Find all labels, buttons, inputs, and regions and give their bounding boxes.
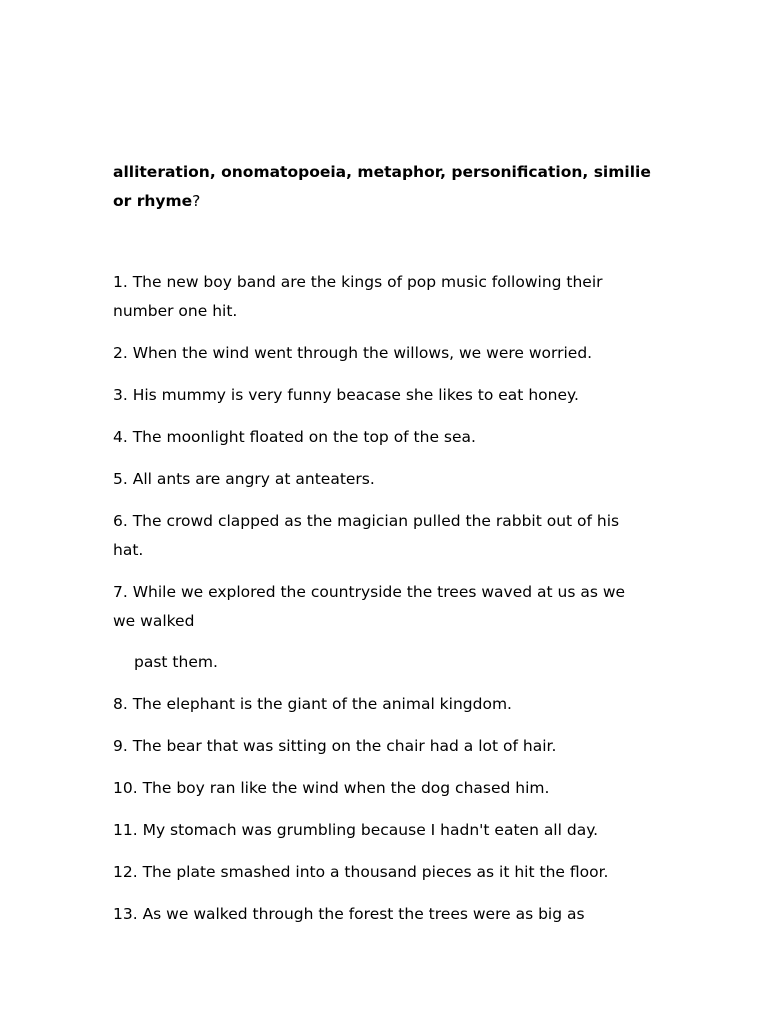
list-item-2-line-1: 2. When the wind went through the willows, we were worried. <box>113 344 593 362</box>
list-item-3 <box>113 381 673 410</box>
list-item-1-line-1: 1. The new boy band are the kings of pop music following their <box>113 273 603 291</box>
list-item-7-line-3: past them. <box>134 653 218 671</box>
list-item-2 <box>113 339 673 368</box>
list-item-6-line-1: 6. The crowd clapped as the magician pulled the rabbit out of his <box>113 512 620 530</box>
list-item-6 <box>113 507 673 565</box>
list-item-12 <box>113 858 673 887</box>
list-item-1-line-2: number one hit. <box>113 302 238 320</box>
list-item-5 <box>113 465 673 494</box>
list-item-10 <box>113 774 673 803</box>
heading-line-2 <box>113 187 673 216</box>
list-item-11 <box>113 816 673 845</box>
list-item-10-line-1: 10. The boy ran like the wind when the dog chased him. <box>113 779 550 797</box>
list-item-6-line-2: hat. <box>113 541 144 559</box>
list-item-4 <box>113 423 673 452</box>
heading-question-mark: ? <box>192 192 201 210</box>
list-item-4-line-1: 4. The moonlight floated on the top of the sea. <box>113 428 476 446</box>
list-item-9-line-1: 9. The bear that was sitting on the chair had a lot of hair. <box>113 737 557 755</box>
list-item-8 <box>113 690 673 719</box>
list-item-7-line-1: 7. While we explored the countryside the trees waved at us as we <box>113 583 626 601</box>
heading-line-1: alliteration, onomatopoeia, metaphor, personification, similie <box>113 163 651 181</box>
list-item-13 <box>113 900 673 929</box>
list-item-8-line-1: 8. The elephant is the giant of the animal kingdom. <box>113 695 512 713</box>
list-item-5-line-1: 5. All ants are angry at anteaters. <box>113 470 375 488</box>
list-item-11-line-1: 11. My stomach was grumbling because I hadn't eaten all day. <box>113 821 599 839</box>
heading-line-2-text: or rhyme <box>113 192 193 210</box>
list-item-1 <box>113 268 673 326</box>
list-item-7-line-2: we walked <box>113 612 195 630</box>
list-item-12-line-1: 12. The plate smashed into a thousand pieces as it hit the floor. <box>113 863 609 881</box>
list-item-3-line-1: 3. His mummy is very funny beacase she likes to eat honey. <box>113 386 579 404</box>
list-item-13-line-1: 13. As we walked through the forest the trees were as big as <box>113 905 585 923</box>
list-item-7 <box>113 578 673 636</box>
question-heading <box>113 158 673 216</box>
list-item-7-continuation <box>134 648 694 677</box>
list-item-9 <box>113 732 673 761</box>
